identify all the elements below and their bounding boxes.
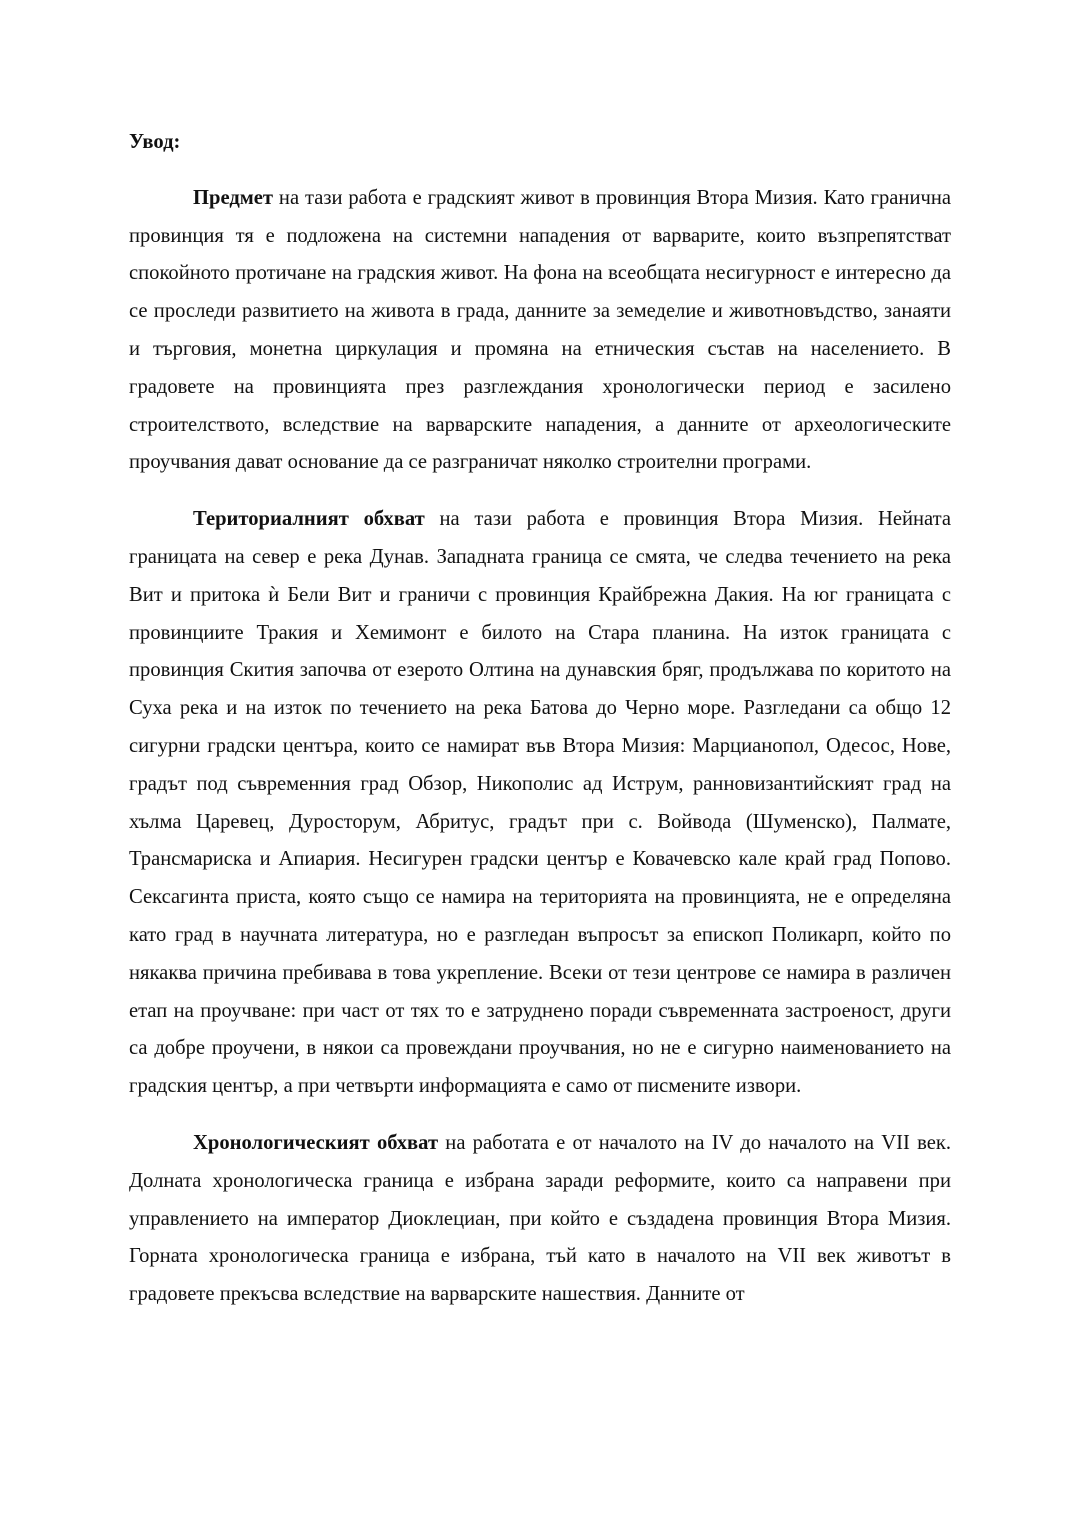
paragraph-subject	[129, 180, 951, 482]
term-subject: Предмет	[193, 186, 274, 209]
paragraph-chronological-scope-text: на работата е от началото на IV до началото на VII век. Долната хронологическа граница е избрана заради реформите, които са направени при управлението на император Диоклециан, при който е създадена провинция Втора Мизия. Горната хронологическа граница е избрана, тъй като в началото на VII век животът в градовете прекъсва вследствие на варварските нашествия. Данните от	[129, 1131, 951, 1306]
paragraph-territorial-scope-text: на тази работа е провинция Втора Мизия. Нейната границата на север е река Дунав. Западната граница се смята, че следва течението на река Вит и притока ѝ Бели Вит и граничи с провинция Крайбрежна Дакия. На юг границата с провинциите Тракия и Хемимонт е билото на Стара планина. На изток границата с провинция Скития започва от езерото Олтина на дунавския бряг, продължава по коритото на Суха река и на изток по течението на река Батова до Черно море. Разгледани са общо 12 сигурни градски центъра, които се намират във Втора Мизия: Марцианопол, Одесос, Нове, градът под съвременния град Обзор, Никополис ад Иструм, ранновизантийският град на хълма Царевец, Дуросторум, Абритус, градът при с. Войвода (Шуменско), Палмате, Трансмариска и Апиария. Несигурен градски център е Ковачевско кале край град Попово. Сексагинта приста, която също се намира на територията на провинцията, не е определяна като град в научната литература, но е разгледан въпросът за епископ Поликарп, който по някаква причина пребивава в това укрепление. Всеки от тези центрове се намира в различен етап на проучване: при част от тях то е затруднено поради съвременната застроеност, други са добре проучени, в някои са провеждани проучвания, но не е сигурно наименованието на градския център, а при четвърти информацията е само от писмените извори.	[129, 508, 951, 1098]
paragraph-chronological-scope	[129, 1125, 951, 1314]
paragraph-territorial-scope	[129, 501, 951, 1106]
term-chronological-scope: Хронологическият обхват	[193, 1131, 439, 1154]
document-page	[129, 124, 951, 1333]
section-heading: Увод:	[129, 131, 181, 153]
term-territorial-scope: Териториалният обхват	[193, 508, 425, 531]
paragraph-subject-text: на тази работа е градският живот в провинция Втора Мизия. Като гранична провинция тя е подложена на системни нападения от варварите, които възпрепятстват спокойното протичане на градския живот. На фона на всеобщата несигурност е интересно да се проследи развитието на живота в града, данните за земеделие и животновъдство, занаяти и търговия, монетна циркулация и промяна на етническия състав на населението. В градовете на провинцията през разглеждания хронологически период е засилено строителството, вследствие на варварските нападения, а данните от археологическите проучвания дават основание да се разграничат няколко строителни програми.	[129, 186, 951, 474]
